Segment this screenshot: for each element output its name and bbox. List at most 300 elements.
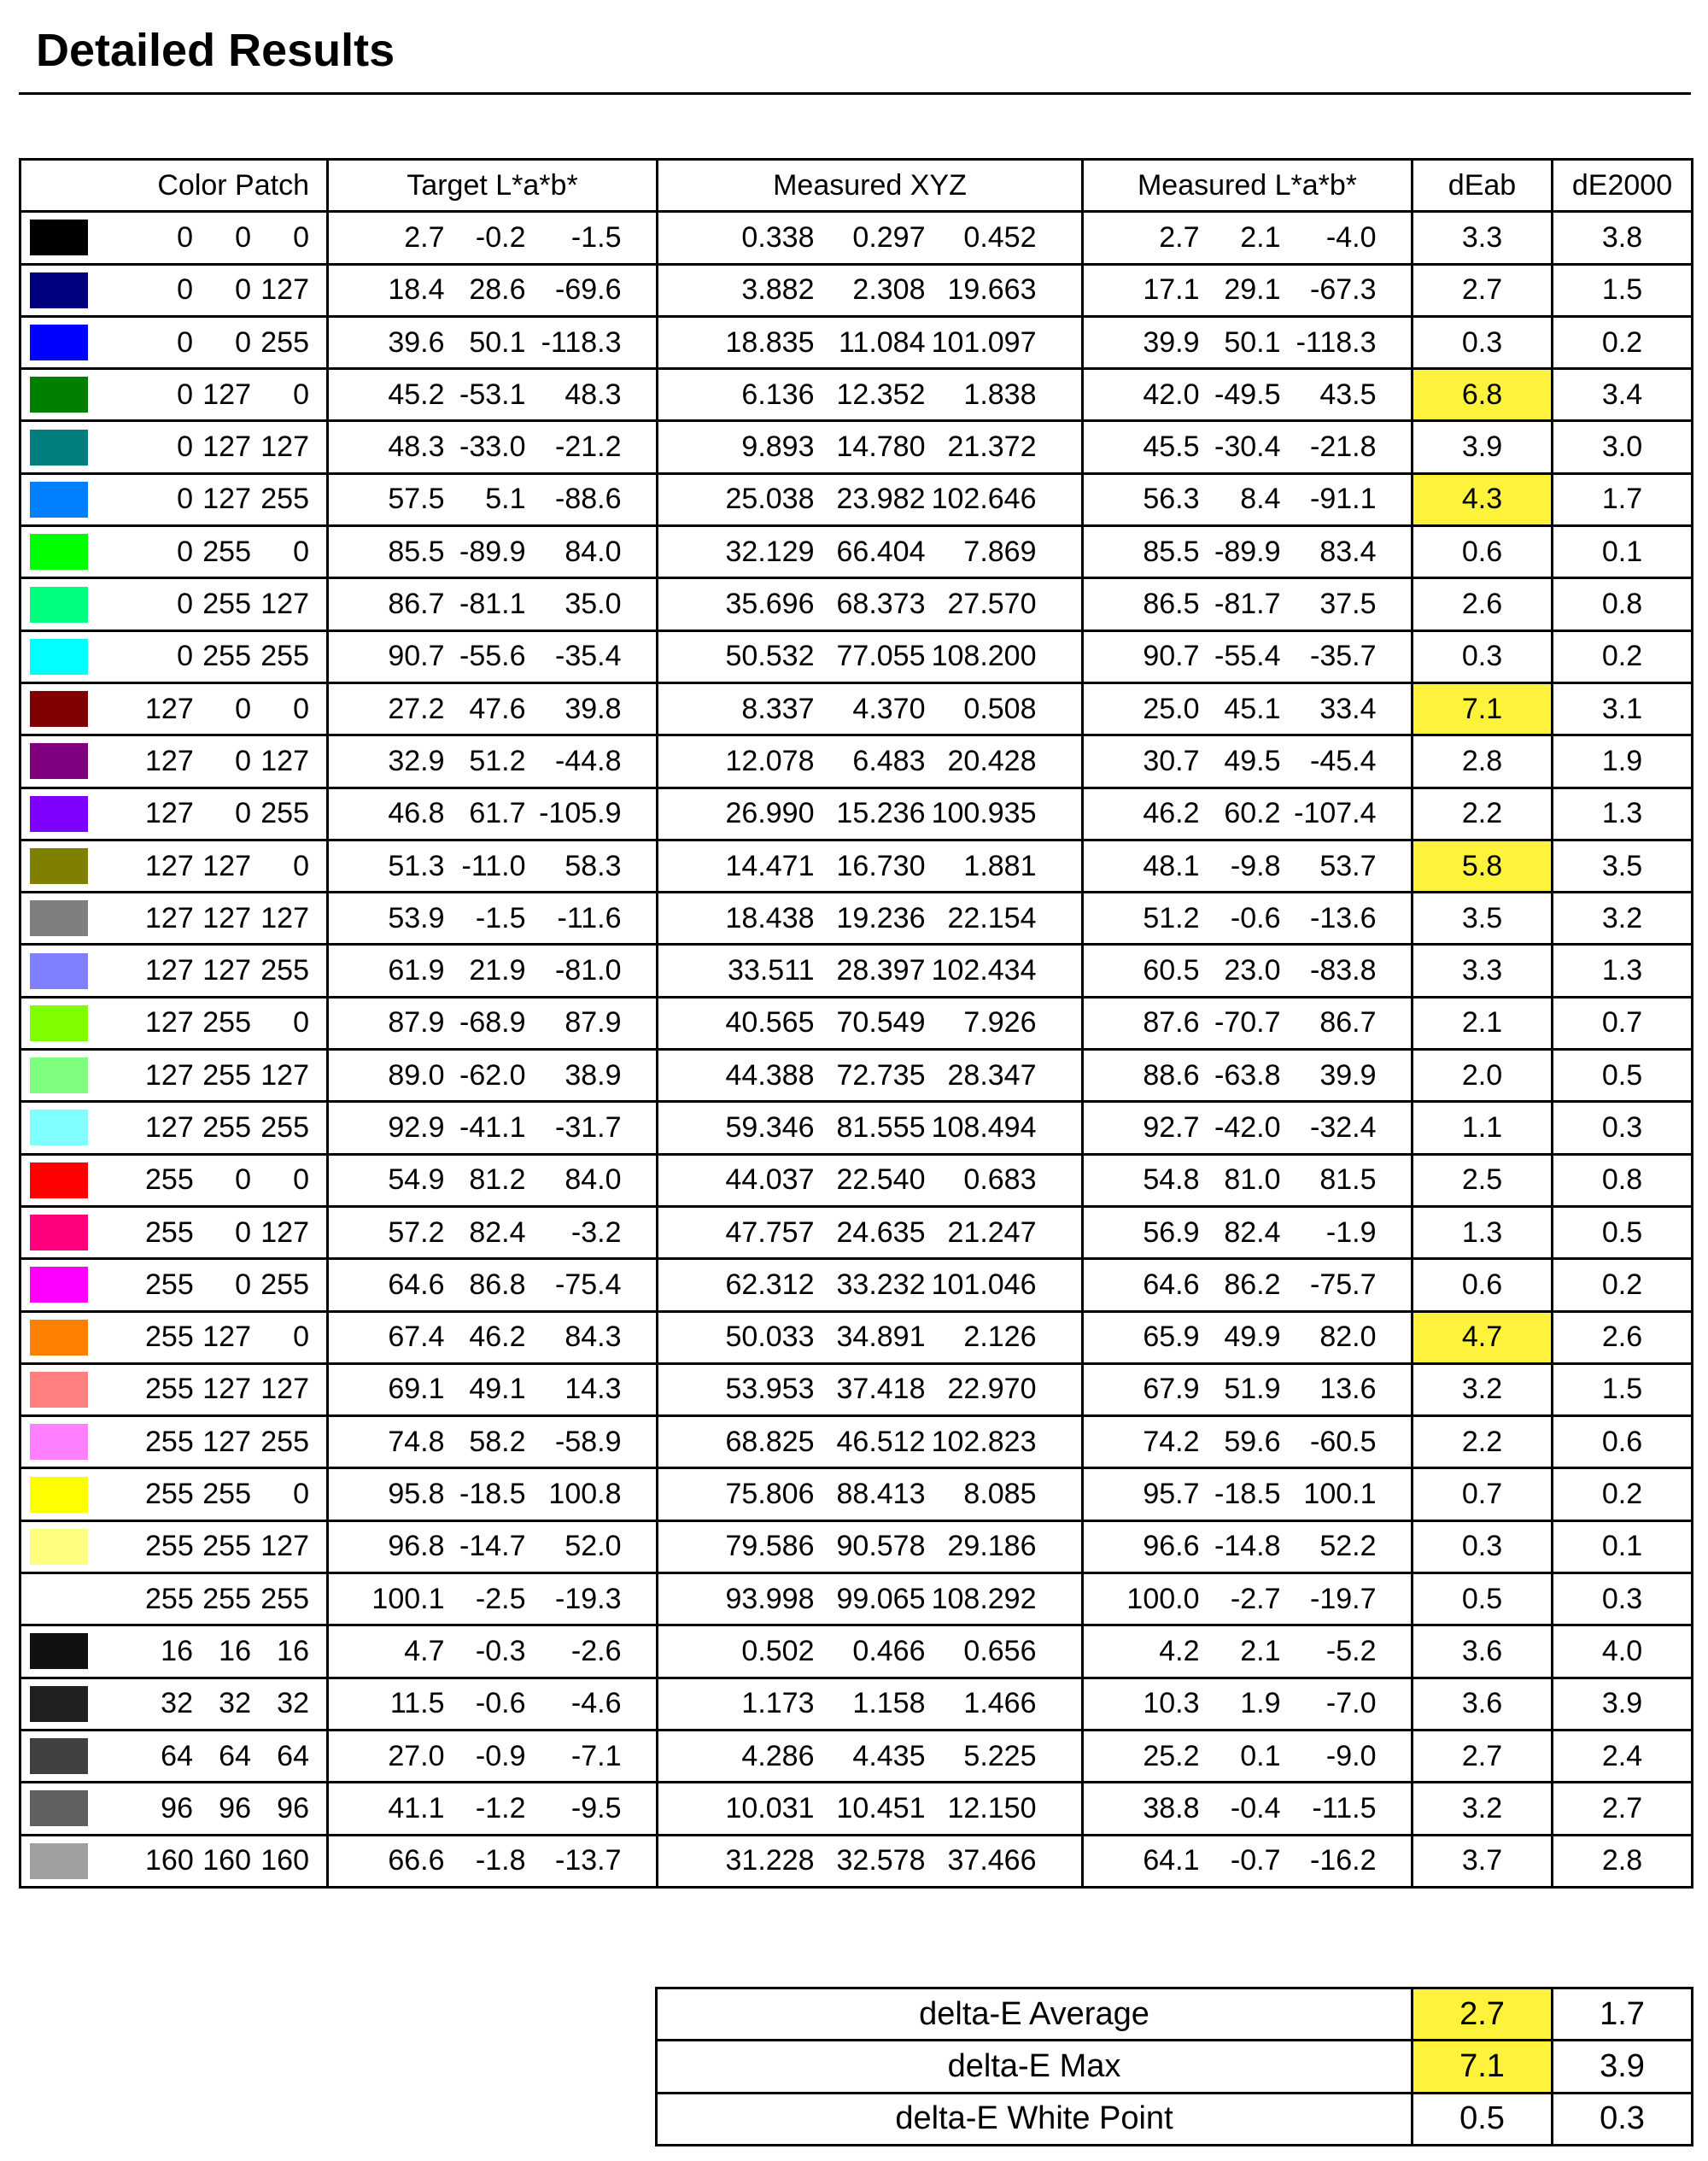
target-lab-cell-value: 67.4 — [388, 1321, 445, 1354]
measured-lab-cell-value: 82.0 — [1319, 1321, 1377, 1354]
target-lab-cell-value: 52.0 — [564, 1530, 622, 1563]
summary-deab: 0.5 — [1413, 2093, 1553, 2145]
measured-lab-cell-value: 23.0 — [1224, 954, 1281, 987]
de2000-cell: 0.5 — [1553, 1206, 1693, 1258]
deab-cell: 3.7 — [1413, 1835, 1553, 1887]
measured-xyz-cell-value: 18.438 — [725, 901, 815, 934]
target-lab-cell — [328, 1259, 658, 1311]
rgb-value: 0 — [293, 535, 309, 568]
rgb-value: 32 — [219, 1687, 251, 1720]
de2000-cell: 0.1 — [1553, 526, 1693, 578]
measured-lab-cell-value: -35.7 — [1310, 640, 1377, 673]
deab-cell: 5.8 — [1413, 840, 1553, 892]
table-row — [20, 1573, 1693, 1625]
target-lab-cell-value: 69.1 — [388, 1373, 445, 1406]
measured-lab-cell-value: 100.1 — [1303, 1478, 1377, 1511]
deab-cell: 2.5 — [1413, 1154, 1553, 1206]
measured-lab-cell-value: 95.7 — [1143, 1478, 1200, 1511]
rgb-value: 96 — [219, 1791, 251, 1824]
rgb-value: 127 — [202, 430, 251, 464]
measured-xyz-cell-value: 50.532 — [725, 640, 815, 673]
measured-xyz-cell-value: 32.578 — [836, 1844, 926, 1877]
measured-lab-cell — [1083, 1573, 1413, 1625]
table-row — [20, 1730, 1693, 1782]
measured-lab-cell-value: -4.0 — [1325, 220, 1377, 254]
rgb-value: 32 — [277, 1687, 309, 1720]
target-lab-cell-value: 81.2 — [469, 1163, 526, 1197]
color-patch-cell — [20, 1625, 328, 1678]
target-lab-cell-value: -105.9 — [539, 797, 622, 830]
deab-cell: 2.8 — [1413, 735, 1553, 788]
measured-lab-cell-value: -42.0 — [1214, 1110, 1281, 1144]
target-lab-cell-value: 89.0 — [388, 1058, 445, 1092]
measured-xyz-cell — [658, 1416, 1083, 1468]
target-lab-cell — [328, 421, 658, 473]
color-patch-cell — [20, 945, 328, 997]
target-lab-cell-value: 84.0 — [564, 1163, 622, 1197]
table-row — [20, 945, 1693, 997]
color-swatch — [30, 1057, 88, 1093]
deab-cell: 2.7 — [1413, 1730, 1553, 1782]
measured-xyz-cell-value: 12.078 — [725, 744, 815, 777]
measured-xyz-cell-value: 90.578 — [836, 1530, 926, 1563]
measured-lab-cell — [1083, 369, 1413, 421]
rgb-value: 0 — [177, 588, 193, 621]
summary-deab: 2.7 — [1413, 1988, 1553, 2041]
measured-lab-cell — [1083, 1678, 1413, 1730]
measured-lab-cell-value: 1.9 — [1240, 1687, 1281, 1720]
measured-xyz-cell — [658, 682, 1083, 735]
measured-lab-cell — [1083, 945, 1413, 997]
target-lab-cell — [328, 1206, 658, 1258]
measured-xyz-cell-value: 102.434 — [931, 954, 1037, 987]
measured-lab-cell-value: -70.7 — [1214, 1006, 1281, 1040]
color-patch-cell — [20, 997, 328, 1049]
measured-lab-cell-value: 100.0 — [1126, 1582, 1200, 1615]
table-row — [20, 316, 1693, 368]
color-patch-cell — [20, 1835, 328, 1887]
target-lab-cell-value: 21.9 — [469, 954, 526, 987]
de2000-cell: 1.3 — [1553, 945, 1693, 997]
de2000-cell: 1.9 — [1553, 735, 1693, 788]
measured-xyz-cell-value: 15.236 — [836, 797, 926, 830]
color-patch-cell — [20, 1050, 328, 1102]
rgb-value: 127 — [260, 430, 309, 464]
rgb-value: 160 — [260, 1844, 309, 1877]
measured-lab-cell-value: 86.2 — [1224, 1268, 1281, 1301]
target-lab-cell-value: -33.0 — [459, 430, 526, 464]
rgb-value: 0 — [177, 535, 193, 568]
measured-xyz-cell — [658, 264, 1083, 316]
measured-lab-cell-value: 17.1 — [1143, 273, 1200, 307]
summary-label: delta-E Max — [657, 2041, 1413, 2093]
color-swatch — [30, 1372, 88, 1408]
target-lab-cell-value: 58.3 — [564, 849, 622, 882]
de2000-cell: 0.2 — [1553, 1259, 1693, 1311]
target-lab-cell — [328, 630, 658, 682]
measured-xyz-cell — [658, 526, 1083, 578]
measured-xyz-cell-value: 20.428 — [947, 744, 1037, 777]
rgb-value: 255 — [202, 640, 251, 673]
rgb-value: 255 — [202, 1530, 251, 1563]
target-lab-cell-value: 82.4 — [469, 1215, 526, 1249]
target-lab-cell-value: -81.0 — [555, 954, 622, 987]
measured-xyz-cell-value: 7.926 — [963, 1006, 1037, 1040]
color-patch-cell — [20, 630, 328, 682]
target-lab-cell-value: -1.5 — [475, 901, 526, 934]
rgb-value: 255 — [260, 483, 309, 516]
color-swatch — [30, 430, 88, 466]
measured-lab-cell — [1083, 526, 1413, 578]
measured-lab-cell-value: 87.6 — [1143, 1006, 1200, 1040]
rgb-value: 255 — [145, 1215, 194, 1249]
target-lab-cell — [328, 1363, 658, 1415]
target-lab-cell — [328, 578, 658, 630]
target-lab-cell-value: 47.6 — [469, 692, 526, 725]
target-lab-cell-value: -68.9 — [459, 1006, 526, 1040]
color-swatch — [30, 639, 88, 675]
measured-lab-cell-value: 65.9 — [1143, 1321, 1200, 1354]
table-row — [20, 735, 1693, 788]
target-lab-cell-value: -1.5 — [570, 220, 622, 254]
measured-xyz-cell-value: 1.838 — [963, 378, 1037, 411]
measured-lab-cell-value: -67.3 — [1310, 273, 1377, 307]
measured-xyz-cell — [658, 1678, 1083, 1730]
color-patch-cell — [20, 1730, 328, 1782]
measured-lab-cell-value: -9.8 — [1230, 849, 1281, 882]
color-swatch — [30, 220, 88, 255]
target-lab-cell-value: 45.2 — [388, 378, 445, 411]
header-de2000: dE2000 — [1553, 160, 1693, 212]
target-lab-cell — [328, 1154, 658, 1206]
measured-xyz-cell-value: 40.565 — [725, 1006, 815, 1040]
measured-lab-cell-value: -16.2 — [1310, 1844, 1377, 1877]
de2000-cell: 2.8 — [1553, 1835, 1693, 1887]
rgb-value: 0 — [177, 640, 193, 673]
color-patch-cell — [20, 526, 328, 578]
measured-lab-cell-value: 67.9 — [1143, 1373, 1200, 1406]
color-swatch — [30, 534, 88, 570]
measured-xyz-cell — [658, 1206, 1083, 1258]
target-lab-cell-value: 54.9 — [388, 1163, 445, 1197]
target-lab-cell-value: 57.5 — [388, 483, 445, 516]
table-row — [20, 1363, 1693, 1415]
color-swatch — [30, 1162, 88, 1198]
measured-lab-cell — [1083, 316, 1413, 368]
measured-lab-cell-value: 54.8 — [1143, 1163, 1200, 1197]
measured-lab-cell — [1083, 1206, 1413, 1258]
header-measured-xyz: Measured XYZ — [658, 160, 1083, 212]
target-lab-cell-value: -0.9 — [475, 1739, 526, 1772]
color-patch-cell — [20, 1783, 328, 1835]
measured-xyz-cell — [658, 1468, 1083, 1520]
measured-xyz-cell — [658, 1520, 1083, 1572]
rgb-value: 127 — [260, 1530, 309, 1563]
rgb-value: 127 — [202, 954, 251, 987]
deab-cell: 3.5 — [1413, 893, 1553, 945]
rgb-value: 0 — [293, 220, 309, 254]
measured-lab-cell-value: -14.8 — [1214, 1530, 1281, 1563]
measured-lab-cell-value: 39.9 — [1319, 1058, 1377, 1092]
table-row — [20, 1206, 1693, 1258]
summary-row — [657, 2093, 1693, 2145]
measured-xyz-cell-value: 28.397 — [836, 954, 926, 987]
target-lab-cell-value: 86.7 — [388, 588, 445, 621]
measured-xyz-cell — [658, 1783, 1083, 1835]
target-lab-cell-value: -9.5 — [570, 1791, 622, 1824]
deab-cell: 2.7 — [1413, 264, 1553, 316]
target-lab-cell — [328, 1678, 658, 1730]
color-patch-cell — [20, 1468, 328, 1520]
target-lab-cell-value: 39.8 — [564, 692, 622, 725]
measured-xyz-cell-value: 4.286 — [741, 1739, 815, 1772]
measured-lab-cell-value: 85.5 — [1143, 535, 1200, 568]
measured-xyz-cell-value: 22.154 — [947, 901, 1037, 934]
target-lab-cell-value: 74.8 — [388, 1425, 445, 1458]
rgb-value: 0 — [235, 1268, 251, 1301]
color-swatch — [30, 1529, 88, 1565]
measured-xyz-cell — [658, 630, 1083, 682]
target-lab-cell-value: 4.7 — [404, 1634, 445, 1667]
measured-xyz-cell-value: 99.065 — [836, 1582, 926, 1615]
color-swatch — [30, 1110, 88, 1145]
measured-lab-cell-value: -7.0 — [1325, 1687, 1377, 1720]
target-lab-cell — [328, 788, 658, 840]
results-table — [19, 158, 1693, 1889]
summary-label: delta-E Average — [657, 1988, 1413, 2041]
measured-lab-cell-value: 88.6 — [1143, 1058, 1200, 1092]
de2000-cell: 0.3 — [1553, 1573, 1693, 1625]
rgb-value: 127 — [145, 1058, 194, 1092]
measured-xyz-cell — [658, 997, 1083, 1049]
target-lab-cell-value: -69.6 — [555, 273, 622, 307]
rgb-value: 127 — [145, 849, 194, 882]
measured-lab-cell-value: 60.5 — [1143, 954, 1200, 987]
deab-cell: 0.5 — [1413, 1573, 1553, 1625]
measured-xyz-cell-value: 77.055 — [836, 640, 926, 673]
measured-lab-cell-value: 83.4 — [1319, 535, 1377, 568]
measured-lab-cell-value: -75.7 — [1310, 1268, 1377, 1301]
measured-xyz-cell-value: 62.312 — [725, 1268, 815, 1301]
color-swatch — [30, 691, 88, 727]
measured-lab-cell-value: 8.4 — [1240, 483, 1281, 516]
rgb-value: 255 — [202, 1006, 251, 1040]
color-swatch — [30, 1686, 88, 1722]
table-row — [20, 788, 1693, 840]
measured-xyz-cell-value: 0.508 — [963, 692, 1037, 725]
de2000-cell: 3.9 — [1553, 1678, 1693, 1730]
measured-lab-cell-value: 53.7 — [1319, 849, 1377, 882]
rgb-value: 127 — [260, 744, 309, 777]
de2000-cell: 3.2 — [1553, 893, 1693, 945]
de2000-cell: 0.7 — [1553, 997, 1693, 1049]
rgb-value: 255 — [202, 588, 251, 621]
target-lab-cell-value: 27.0 — [388, 1739, 445, 1772]
rgb-value: 127 — [260, 1373, 309, 1406]
rgb-value: 0 — [293, 1006, 309, 1040]
target-lab-cell-value: -11.6 — [557, 901, 622, 934]
deab-cell: 3.2 — [1413, 1363, 1553, 1415]
de2000-cell: 3.5 — [1553, 840, 1693, 892]
measured-lab-cell-value: -0.4 — [1230, 1791, 1281, 1824]
target-lab-cell — [328, 682, 658, 735]
measured-lab-cell — [1083, 735, 1413, 788]
table-row — [20, 578, 1693, 630]
table-row — [20, 369, 1693, 421]
measured-lab-cell — [1083, 1783, 1413, 1835]
measured-lab-cell-value: 10.3 — [1143, 1687, 1200, 1720]
rgb-value: 127 — [145, 744, 194, 777]
summary-deab: 7.1 — [1413, 2041, 1553, 2093]
deab-cell: 2.6 — [1413, 578, 1553, 630]
measured-lab-cell — [1083, 1416, 1413, 1468]
target-lab-cell-value: -19.3 — [555, 1582, 622, 1615]
measured-lab-cell-value: -21.8 — [1310, 430, 1377, 464]
header-deab: dEab — [1413, 160, 1553, 212]
de2000-cell: 1.5 — [1553, 264, 1693, 316]
measured-xyz-cell-value: 24.635 — [836, 1215, 926, 1249]
target-lab-cell-value: -0.3 — [475, 1634, 526, 1667]
measured-xyz-cell-value: 2.126 — [963, 1321, 1037, 1354]
target-lab-cell — [328, 1468, 658, 1520]
measured-lab-cell — [1083, 1625, 1413, 1678]
measured-lab-cell-value: -0.7 — [1230, 1844, 1281, 1877]
measured-xyz-cell — [658, 473, 1083, 525]
target-lab-cell-value: -0.6 — [475, 1687, 526, 1720]
rgb-value: 0 — [177, 273, 193, 307]
measured-xyz-cell-value: 6.483 — [852, 744, 926, 777]
rgb-value: 127 — [145, 692, 194, 725]
rgb-value: 0 — [293, 1163, 309, 1197]
target-lab-cell-value: -75.4 — [555, 1268, 622, 1301]
deab-cell: 0.7 — [1413, 1468, 1553, 1520]
rgb-value: 255 — [260, 640, 309, 673]
target-lab-cell-value: 61.9 — [388, 954, 445, 987]
table-row — [20, 630, 1693, 682]
measured-lab-cell-value: 56.9 — [1143, 1215, 1200, 1249]
rgb-value: 127 — [202, 901, 251, 934]
target-lab-cell-value: -4.6 — [570, 1687, 622, 1720]
measured-lab-cell — [1083, 1102, 1413, 1154]
target-lab-cell-value: 11.5 — [389, 1687, 445, 1720]
measured-xyz-cell — [658, 1835, 1083, 1887]
measured-xyz-cell-value: 66.404 — [836, 535, 926, 568]
deab-cell: 2.1 — [1413, 997, 1553, 1049]
target-lab-cell-value: -2.5 — [475, 1582, 526, 1615]
rgb-value: 255 — [260, 797, 309, 830]
measured-lab-cell-value: -1.9 — [1325, 1215, 1377, 1249]
measured-xyz-cell-value: 102.823 — [931, 1425, 1037, 1458]
de2000-cell: 0.2 — [1553, 1468, 1693, 1520]
rgb-value: 255 — [260, 1582, 309, 1615]
table-row — [20, 212, 1693, 264]
target-lab-cell — [328, 1102, 658, 1154]
rgb-value: 0 — [177, 325, 193, 359]
measured-lab-cell-value: 46.2 — [1143, 797, 1200, 830]
rgb-value: 255 — [145, 1163, 194, 1197]
measured-lab-cell-value: 96.6 — [1143, 1530, 1200, 1563]
color-patch-cell — [20, 578, 328, 630]
de2000-cell: 2.4 — [1553, 1730, 1693, 1782]
de2000-cell: 0.5 — [1553, 1050, 1693, 1102]
target-lab-cell — [328, 316, 658, 368]
measured-lab-cell-value: 81.0 — [1224, 1163, 1281, 1197]
summary-de2000: 3.9 — [1553, 2041, 1693, 2093]
measured-xyz-cell — [658, 1311, 1083, 1363]
measured-lab-cell-value: 64.6 — [1143, 1268, 1200, 1301]
measured-xyz-cell-value: 46.512 — [836, 1425, 926, 1458]
target-lab-cell — [328, 1730, 658, 1782]
measured-lab-cell-value: 42.0 — [1143, 378, 1200, 411]
table-row — [20, 682, 1693, 735]
de2000-cell: 2.6 — [1553, 1311, 1693, 1363]
table-row — [20, 1678, 1693, 1730]
rgb-value: 127 — [260, 588, 309, 621]
target-lab-cell-value: -11.0 — [461, 849, 526, 882]
measured-xyz-cell-value: 47.757 — [725, 1215, 815, 1249]
measured-lab-cell — [1083, 893, 1413, 945]
measured-lab-cell-value: 43.5 — [1319, 378, 1377, 411]
measured-lab-cell-value: 39.9 — [1143, 325, 1200, 359]
target-lab-cell-value: 87.9 — [388, 1006, 445, 1040]
measured-xyz-cell-value: 14.780 — [836, 430, 926, 464]
measured-xyz-cell-value: 102.646 — [931, 483, 1037, 516]
rgb-value: 255 — [145, 1582, 194, 1615]
measured-lab-cell-value: -9.0 — [1325, 1739, 1377, 1772]
rgb-value: 0 — [235, 744, 251, 777]
color-patch-cell — [20, 840, 328, 892]
measured-xyz-cell — [658, 735, 1083, 788]
table-row — [20, 1259, 1693, 1311]
rgb-value: 0 — [293, 1321, 309, 1354]
color-patch-cell — [20, 1678, 328, 1730]
measured-xyz-cell — [658, 421, 1083, 473]
rgb-value: 32 — [161, 1687, 193, 1720]
measured-xyz-cell — [658, 1625, 1083, 1678]
table-row — [20, 1835, 1693, 1887]
rgb-value: 127 — [260, 1058, 309, 1092]
measured-xyz-cell-value: 27.570 — [947, 588, 1037, 621]
measured-lab-cell-value: -55.4 — [1214, 640, 1281, 673]
measured-lab-cell — [1083, 788, 1413, 840]
rgb-value: 0 — [235, 1215, 251, 1249]
summary-row — [657, 1988, 1693, 2041]
measured-lab-cell-value: 60.2 — [1224, 797, 1281, 830]
target-lab-cell-value: -62.0 — [459, 1058, 526, 1092]
target-lab-cell — [328, 212, 658, 264]
measured-xyz-cell-value: 0.338 — [741, 220, 815, 254]
color-patch-cell — [20, 1154, 328, 1206]
measured-lab-cell-value: 29.1 — [1224, 273, 1281, 307]
page-title: Detailed Results — [36, 25, 395, 76]
color-swatch — [30, 587, 88, 623]
table-row — [20, 421, 1693, 473]
de2000-cell: 0.8 — [1553, 1154, 1693, 1206]
table-row — [20, 840, 1693, 892]
table-row — [20, 264, 1693, 316]
measured-lab-cell-value: 49.5 — [1224, 744, 1281, 777]
target-lab-cell-value: 41.1 — [388, 1791, 445, 1824]
measured-xyz-cell-value: 53.953 — [725, 1373, 815, 1406]
measured-xyz-cell-value: 81.555 — [836, 1110, 926, 1144]
de2000-cell: 0.2 — [1553, 316, 1693, 368]
target-lab-cell-value: -7.1 — [570, 1739, 622, 1772]
rgb-value: 0 — [293, 1478, 309, 1511]
measured-lab-cell-value: 52.2 — [1319, 1530, 1377, 1563]
target-lab-cell-value: 95.8 — [388, 1478, 445, 1511]
measured-lab-cell — [1083, 1730, 1413, 1782]
target-lab-cell — [328, 369, 658, 421]
